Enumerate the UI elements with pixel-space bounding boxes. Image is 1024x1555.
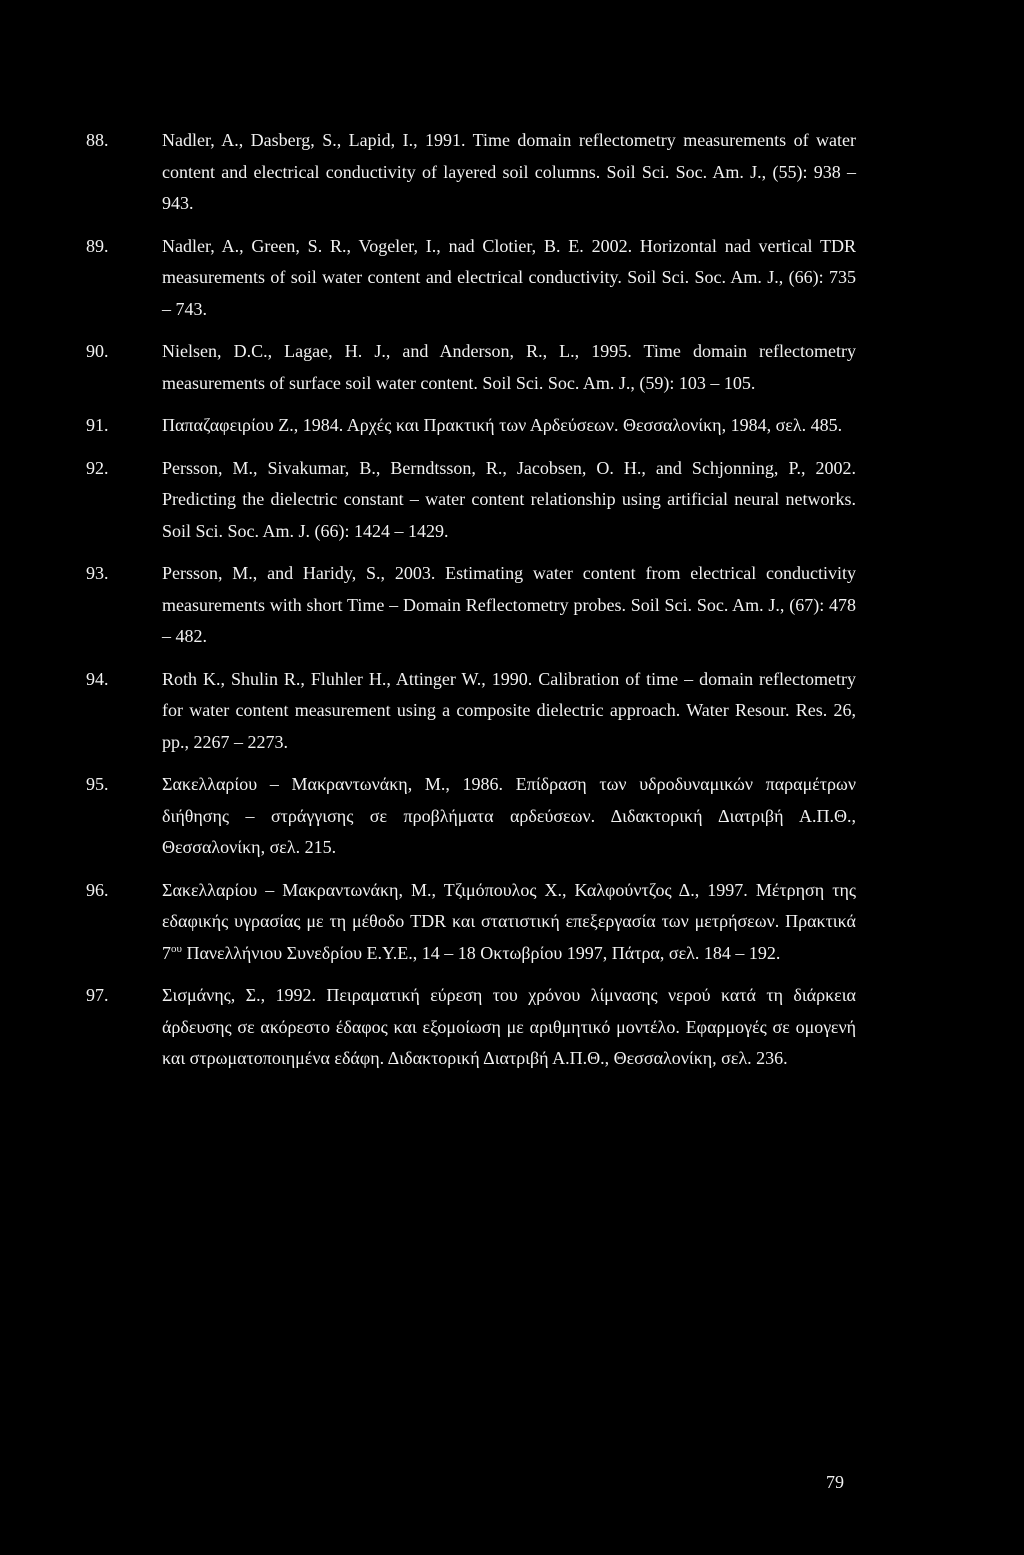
reference-text: Nadler, A., Dasberg, S., Lapid, I., 1991. Time domain reflectometry measurements of water content and electrical conductivity of layered soil columns. Soil Sci. Soc. Am. J., (55): 938 – 943. [162,130,856,213]
reference-number: 89. [86,235,109,256]
reference-text: Persson, M., and Haridy, S., 2003. Estimating water content from electrical conductivity measurements with short Time – Domain Reflectometry probes. Soil Sci. Soc. Am. J., (67): 478 – 482. [162,563,856,646]
reference-text: Παπαζαφειρίου Ζ., 1984. Αρχές και Πρακτική των Αρδεύσεων. Θεσσαλονίκη, 1984, σελ. 485. [162,415,843,435]
reference-number: 96. [86,879,109,900]
reference-text: Nielsen, D.C., Lagae, H. J., and Anderson, R., L., 1995. Time domain reflectometry measurements of surface soil water content. Soil Sci. Soc. Am. J., (59): 103 – 105. [162,341,856,393]
reference-number: 88. [86,130,109,150]
reference-text [162,875,856,970]
reference-number: 91. [86,415,109,435]
reference-text-part: Πανελλήνιου Συνεδρίου Ε.Υ.Ε., 14 – 18 Οκτωβρίου 1997, Πάτρα, σελ. 184 – 192. [181,942,781,963]
reference-number: 94. [86,668,109,689]
reference-number: 95. [86,774,109,794]
reference-text: Σακελλαρίου – Μακραντωνάκη, Μ., 1986. Επίδραση των υδροδυναμικών παραμέτρων διήθησης – στράγγισης σε προβλήματα αρδεύσεων. Διδακτορική Διατριβή Α.Π.Θ., Θεσσαλονίκη, σελ. 215. [162,774,856,857]
reference-text: Σισμάνης, Σ., 1992. Πειραματική εύρεση του χρόνου λίμνασης νερού κατά τη διάρκεια άρδευσης σε ακόρεστο έδαφος και εξομοίωση με αριθμητικό μοντέλο. Εφαρμογές σε ομογενή και στρωματοποιημένα εδάφη. Διδακτορική Διατριβή Α.Π.Θ., Θεσσαλονίκη, σελ. 236. [162,985,856,1068]
reference-list [0,125,1024,1086]
reference-item [0,336,856,399]
reference-text: Roth K., Shulin R., Fluhler H., Attinger W., 1990. Calibration of time – domain reflectometry for water content measurement using a composite dielectric approach. Water Resour. Res. 26, pp., 2267 – 2273. [162,668,856,752]
superscript-ordinal: ου [171,942,182,955]
reference-item [0,558,856,653]
reference-text-part: Σακελλαρίου – Μακραντωνάκη, Μ., Τζιμόπουλος Χ., Καλφούντζος Δ., 1997. Μέτρηση της εδαφικής υγρασίας με τη μέθοδο TDR και στατιστική επεξεργασία των μετρήσεων. Πρακτικά 7 [162,879,856,963]
reference-number: 92. [86,457,109,478]
reference-item [0,125,856,220]
reference-item [0,453,856,548]
reference-number: 90. [86,341,109,361]
reference-item [0,231,856,326]
page-number: 79 [826,1472,844,1492]
reference-item [0,875,856,970]
reference-number: 97. [86,985,109,1005]
reference-item [0,664,856,759]
reference-text: Nadler, A., Green, S. R., Vogeler, I., nad Clotier, B. E. 2002. Horizontal nad vertical TDR measurements of soil water content and electrical conductivity. Soil Sci. Soc. Am. J., (66): 735 – 743. [162,235,856,319]
reference-text: Persson, M., Sivakumar, B., Berndtsson, R., Jacobsen, O. H., and Schjonning, P., 2002. Predicting the dielectric constant – water content relationship using artificial neural networks. Soil Sci. Soc. Am. J. (66): 1424 – 1429. [162,457,856,541]
reference-item [0,980,856,1075]
reference-item [0,410,856,442]
reference-item [0,769,856,864]
reference-number: 93. [86,563,109,583]
